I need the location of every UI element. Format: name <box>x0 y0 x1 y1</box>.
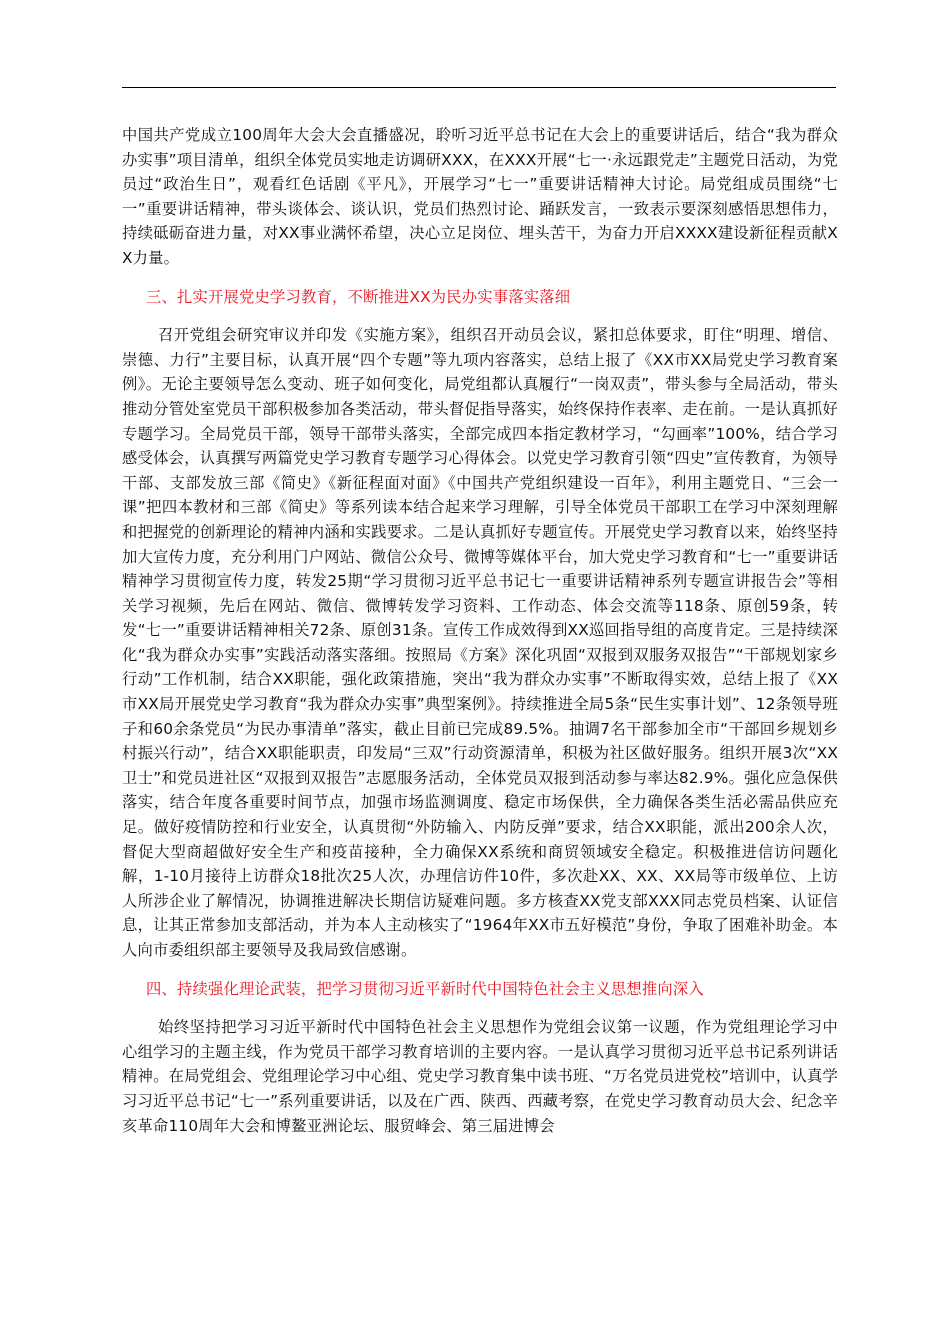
section-heading-4: 四、持续强化理论武装，把学习贯彻习近平新时代中国特色社会主义思想推向深入 <box>146 979 704 998</box>
header-rule <box>122 87 836 88</box>
section-heading-3: 三、扎实开展党史学习教育，不断推进XX为民办实事落实落细 <box>146 287 571 306</box>
paragraph-section-4: 始终坚持把学习习近平新时代中国特色社会主义思想作为党组会议第一议题，作为党组理论学习中心组学习的主题主线，作为党员干部学习教育培训的主要内容。一是认真学习贯彻习近平总书记系列讲话精神。在局党组会、党组理论学习中心组、党史学习教育集中读书班、“万名党员进党校”培训中，认真学习习近平总书记“七一”系列重要讲话，以及在广西、陕西、西藏考察，在党史学习教育动员大会、纪念辛亥革命110周年大会和博鳌亚洲论坛、服贸峰会、第三届进博会 <box>122 1018 838 1135</box>
paragraph-continuation: 中国共产党成立100周年大会大会直播盛况，聆听习近平总书记在大会上的重要讲话后，结合“我为群众办实事”项目清单，组织全体党员实地走访调研XXX，在XXX开展“七一·永远跟党走”主题党日活动，为党员过“政治生日”，观看红色话剧《平凡》，开展学习“七一”重要讲话精神大讨论。局党组成员围绕“七一”重要讲话精神，带头谈体会、谈认识，党员们热烈讨论、踊跃发言，一致表示要深刻感悟思想伟力，持续砥砺奋进力量，对XX事业满怀希望，决心立足岗位、埋头苦干，为奋力开启XXXX建设新征程贡献XX力量。 <box>122 126 838 267</box>
document-body <box>122 123 838 1138</box>
paragraph-section-3: 召开党组会研究审议并印发《实施方案》，组织召开动员会议，紧扣总体要求，盯住“明理、增信、崇德、力行”主要目标，认真开展“四个专题”等九项内容落实，总结上报了《XX市XX局党史学习教育案例》。无论主要领导怎么变动、班子如何变化，局党组都认真履行“一岗双责”，带头参与全局活动，带头推动分管处室党员干部积极参加各类活动，带头督促指导落实，始终保持作表率、走在前。一是认真抓好专题学习。全局党员干部，领导干部带头落实，全部完成四本指定教材学习，“勾画率”100%，结合学习感受体会，认真撰写两篇党史学习教育专题学习心得体会。以党史学习教育引领“四史”宣传教育，为领导干部、支部发放三部《简史》《新征程面对面》《中国共产党组织建设一百年》，利用主题党日、“三会一课”把四本教材和三部《简史》等系列读本结合起来学习理解，引导全体党员干部职工在学习中深刻理解和把握党的创新理论的精神内涵和实践要求。二是认真抓好专题宣传。开展党史学习教育以来，始终坚持加大宣传力度，充分利用门户网站、微信公众号、微博等媒体平台，加大党史学习教育和“七一”重要讲话精神学习贯彻宣传力度，转发25期“学习贯彻习近平总书记七一重要讲话精神系列专题宣讲报告会”等相关学习视频，先后在网站、微信、微博转发学习资料、工作动态、体会交流等118条、原创59条，转发“七一”重要讲话精神相关72条、原创31条。宣传工作成效得到XX巡回指导组的高度肯定。三是持续深化“我为群众办实事”实践活动落实落细。按照局《方案》深化巩固“双报到双服务双报告”“干部规划家乡行动”工作机制，结合XX职能，强化政策措施，突出“我为群众办实事”不断取得实效，总结上报了《XX市XX局开展党史学习教育“我为群众办实事”典型案例》。持续推进全局5条“民生实事计划”、12条领导班子和60余条党员“为民办事清单”落实，截止目前已完成89.5%。抽调7名干部参加全市“干部回乡规划乡村振兴行动”，结合XX职能职责，印发局“三双”行动资源清单，积极为社区做好服务。组织开展3次“XX卫士”和党员进社区“双报到双报告”志愿服务活动，全体党员双报到活动参与率达82.9%。强化应急保供落实，结合年度各重要时间节点，加强市场监测调度、稳定市场保供，全力确保各类生活必需品供应充足。做好疫情防控和行业安全，认真贯彻“外防输入、内防反弹”要求，结合XX职能，派出200余人次，督促大型商超做好安全生产和疫苗接种，全力确保XX系统和商贸领域安全稳定。积极推进信访问题化解，1-10月接待上访群众18批次25人次，办理信访件10件，多次赴XX、XX、XX局等市级单位、上访人所涉企业了解情况，协调推进解决长期信访疑难问题。多方核查XX党支部XXX同志党员档案、认证信息，让其正常参加支部活动，并为本人主动核实了“1964年XX市五好模范”身份，争取了困难补助金。本人向市委组织部主要领导及我局致信感谢。 <box>122 326 838 959</box>
